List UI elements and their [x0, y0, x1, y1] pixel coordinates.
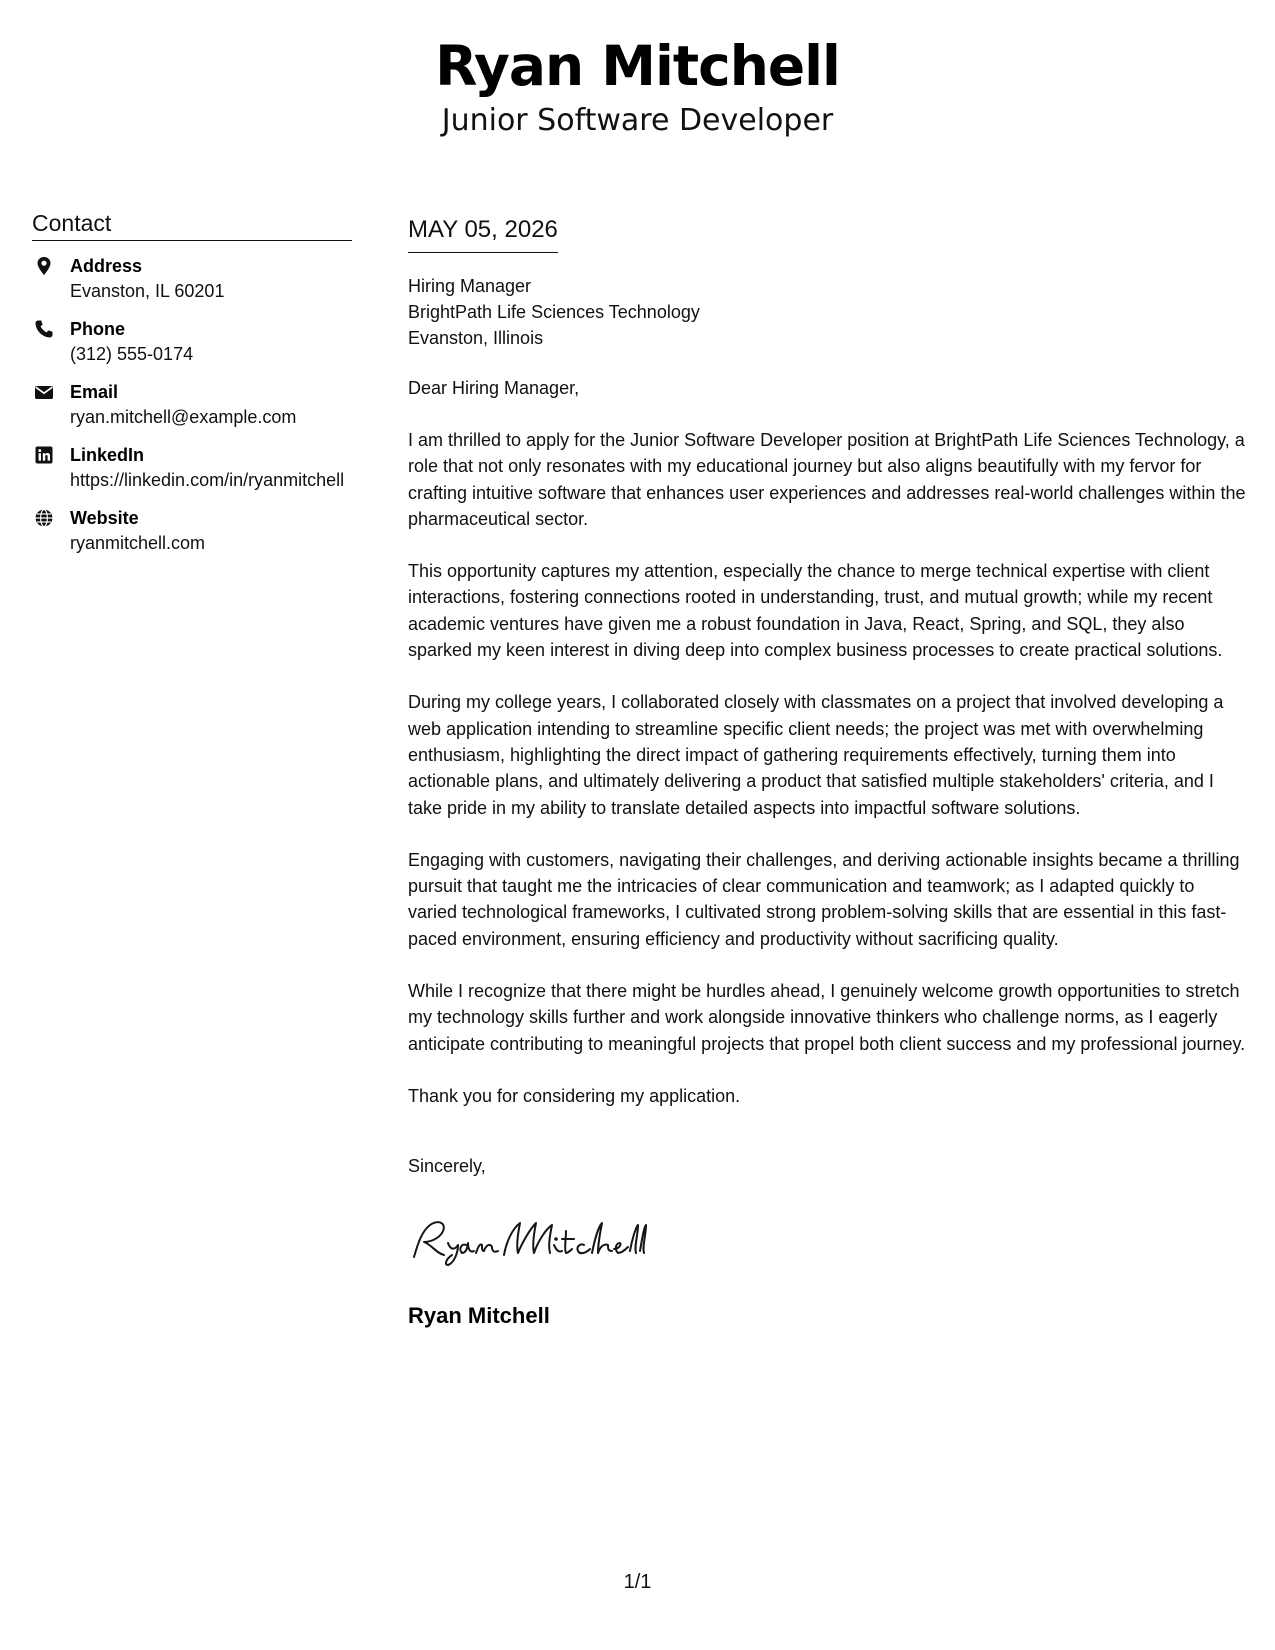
contact-value: ryan.mitchell@example.com	[70, 407, 297, 427]
contact-item-phone	[32, 316, 352, 367]
contact-item-linkedin	[32, 442, 352, 493]
applicant-job-title: Junior Software Developer	[441, 103, 834, 138]
contact-label: Phone	[70, 319, 126, 339]
contact-value: Evanston, IL 60201	[70, 281, 225, 301]
map-pin-icon	[34, 256, 54, 276]
contact-item-website	[32, 505, 352, 556]
body-paragraph: Engaging with customers, navigating their challenges, and deriving actionable insights became a thrilling pursuit that taught me the intricacies of clear communication and teamwork; as I adapted quickly to varied technological frameworks, I cultivated strong problem-solving skills that are essential in this fast-paced environment, ensuring efficiency and productivity without sacrificing quality.	[408, 849, 1240, 949]
letter-body	[408, 208, 1248, 1330]
contact-label: Email	[70, 382, 119, 402]
contact-label: Website	[70, 508, 139, 528]
recipient-title: Hiring Manager	[408, 276, 532, 296]
signer-name: Ryan Mitchell	[408, 1303, 550, 1329]
closing-line: Sincerely,	[408, 1156, 486, 1177]
linkedin-icon	[34, 445, 54, 465]
contact-sidebar	[32, 208, 352, 556]
contact-label: Address	[70, 256, 143, 276]
handwritten-signature	[408, 1209, 648, 1269]
globe-icon	[34, 508, 54, 528]
phone-icon	[34, 319, 54, 339]
thank-you-line: Thank you for considering my application.	[408, 1085, 741, 1106]
contact-value: ryanmitchell.com	[70, 533, 206, 553]
body-paragraph: I am thrilled to apply for the Junior Software Developer position at BrightPath Life Sciences Technology, a role that not only resonates with my educational journey but also aligns beautifully with my fervor for crafting intuitive software that enhances user experiences and addresses real-world challenges within the pharmaceutical sector.	[408, 430, 1246, 529]
salutation: Dear Hiring Manager,	[408, 378, 580, 398]
page-number: 1/1	[623, 1571, 652, 1593]
contact-value: (312) 555-0174	[70, 344, 194, 364]
contact-item-email	[32, 379, 352, 430]
recipient-location: Evanston, Illinois	[408, 328, 544, 348]
contact-heading: Contact	[32, 208, 352, 241]
letter-date: MAY 05, 2026	[408, 208, 558, 253]
body-paragraph: During my college years, I collaborated closely with classmates on a project that involved developing a web application intending to streamline specific client needs; the project was met with overwhelming enthusiasm, highlighting the direct impact of gathering requirements effectively, turning them into actionable plans, and ultimately delivering a product that satisfied multiple stakeholders' criteria, and I take pride in my ability to translate detailed aspects into impactful software solutions.	[408, 692, 1224, 818]
envelope-icon	[34, 382, 54, 402]
recipient-company: BrightPath Life Sciences Technology	[408, 302, 700, 322]
letter-header	[0, 32, 1275, 140]
contact-label: LinkedIn	[70, 445, 145, 465]
recipient-block	[408, 273, 1248, 351]
contact-value: https://linkedin.com/in/ryanmitchell	[70, 470, 345, 490]
body-paragraph: While I recognize that there might be hurdles ahead, I genuinely welcome growth opportunities to stretch my technology skills further and work alongside innovative thinkers who challenge norms, as I eagerly anticipate contributing to meaningful projects that propel both client success and my professional journey.	[408, 981, 1246, 1054]
body-paragraph: This opportunity captures my attention, especially the chance to merge technical expertise with client interactions, fostering connections rooted in understanding, trust, and mutual growth; while my recent academic ventures have given me a robust foundation in Java, React, Spring, and SQL, they also sparked my keen interest in diving deep into complex business processes to create practical solutions.	[408, 561, 1223, 661]
contact-item-address	[32, 253, 352, 304]
applicant-name: Ryan Mitchell	[435, 34, 840, 98]
